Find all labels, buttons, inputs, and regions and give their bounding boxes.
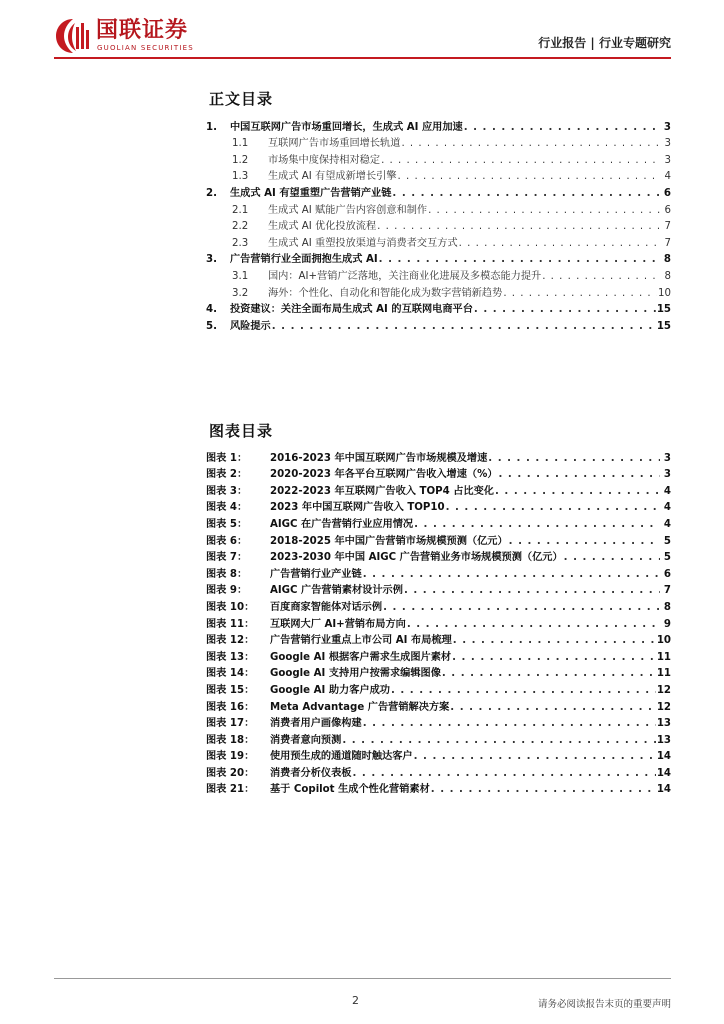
dot-leader (442, 667, 656, 681)
entry-number: 图表 10： (206, 601, 255, 613)
entry-number: 图表 12： (206, 635, 255, 647)
entry-text: AIGC 广告营销素材设计示例 (270, 585, 403, 597)
entry-number: 图表 11： (206, 618, 255, 630)
entry-text: 生成式 AI 赋能广告内容创意和制作 (268, 204, 428, 216)
entry-number: 图表 14： (206, 668, 255, 680)
entry-page: 14 (656, 784, 671, 796)
entry-text: 生成式 AI 优化投放流程 (268, 221, 377, 233)
entry-number: 图表 2： (206, 469, 248, 481)
dot-leader (353, 767, 656, 781)
entry-number: 5. (206, 320, 217, 332)
entry-text: 使用预生成的通道随时触达客户 (270, 751, 413, 763)
entry-page: 3 (664, 138, 671, 150)
entry-page: 12 (656, 684, 671, 696)
toc-entry[interactable] (206, 151, 671, 168)
entry-text: 2016-2023 年中国互联网广告市场规模及增速 (270, 452, 488, 464)
dot-leader (459, 237, 660, 251)
entry-text: 国内：AI+营销广泛落地，关注商业化进展及多模态能力提升 (268, 270, 542, 282)
dot-leader (272, 320, 656, 334)
entry-number: 3. (206, 254, 217, 266)
toc-entry[interactable] (206, 218, 671, 235)
figure-entry[interactable] (206, 549, 671, 566)
entry-text: 广告营销行业产业链 (270, 568, 362, 580)
entry-number: 图表 5： (206, 518, 248, 530)
entry-page: 3 (663, 469, 671, 481)
entry-text: 消费者分析仪表板 (270, 767, 352, 779)
dot-leader (464, 121, 660, 135)
figure-entry[interactable] (206, 565, 671, 582)
logo-text-cn: 国联证券 (96, 18, 189, 43)
entry-text: AIGC 在广告营销行业应用情况 (270, 518, 414, 530)
toc-title: 正文目录 (209, 90, 274, 108)
figure-entry[interactable] (206, 615, 671, 632)
figure-entry[interactable] (206, 781, 671, 798)
toc-entry[interactable] (206, 234, 671, 251)
entry-text: 市场集中度保持相对稳定 (268, 154, 381, 166)
logo-mark-icon (54, 17, 92, 55)
dot-leader (392, 187, 660, 201)
header-divider (54, 57, 671, 59)
toc-entry[interactable] (206, 184, 671, 201)
entry-number: 图表 9： (206, 585, 248, 597)
page-header (0, 0, 724, 60)
entry-number: 图表 16： (206, 701, 255, 713)
entry-number: 图表 1： (206, 452, 248, 464)
figure-entry[interactable] (206, 466, 671, 483)
entry-number: 1.1 (232, 138, 249, 150)
figure-entry[interactable] (206, 449, 671, 466)
entry-text: 百度商家智能体对话示例 (270, 601, 383, 613)
figure-entry[interactable] (206, 648, 671, 665)
dot-leader (452, 651, 656, 665)
dot-leader (450, 701, 656, 715)
entry-page: 3 (663, 121, 671, 133)
entry-number: 2. (206, 187, 217, 199)
entry-page: 6 (663, 568, 671, 580)
entry-text: 生成式 AI 有望成新增长引擎 (268, 171, 397, 183)
entry-page: 3 (664, 154, 671, 166)
entry-number: 图表 21： (206, 784, 255, 796)
entry-text: 2022-2023 年互联网广告收入 TOP4 占比变化 (270, 485, 494, 497)
entry-number: 4. (206, 304, 217, 316)
entry-page: 13 (656, 718, 671, 730)
entry-number: 2.3 (232, 237, 249, 249)
figure-entry[interactable] (206, 532, 671, 549)
dot-leader (499, 468, 660, 482)
entry-page: 8 (663, 601, 671, 613)
entry-number: 图表 13： (206, 651, 255, 663)
dot-leader (474, 303, 656, 317)
entry-text: 生成式 AI 重塑投放渠道与消费者交互方式 (268, 237, 458, 249)
entry-number: 1. (206, 121, 217, 133)
toc-entry[interactable] (206, 201, 671, 218)
entry-text: Google AI 支持用户按需求编辑图像 (270, 668, 441, 680)
entry-text: Meta Advantage 广告营销解决方案 (270, 701, 450, 713)
entry-number: 图表 19： (206, 751, 255, 763)
toc-entry[interactable] (206, 168, 671, 185)
entry-page: 3 (663, 452, 671, 464)
entry-number: 图表 15： (206, 684, 255, 696)
toc-entry[interactable] (206, 135, 671, 152)
dot-leader (446, 501, 660, 515)
toc-entry[interactable] (206, 284, 671, 301)
toc-entry[interactable] (206, 267, 671, 284)
entry-number: 3.1 (232, 270, 249, 282)
entry-page: 14 (656, 767, 671, 779)
toc-entry[interactable] (206, 317, 671, 334)
entry-text: 海外：个性化、自动化和智能化成为数字营销新趋势 (268, 287, 503, 299)
dot-leader (383, 601, 660, 615)
entry-number: 图表 17： (206, 718, 255, 730)
entry-page: 5 (663, 552, 671, 564)
entry-page: 7 (664, 221, 671, 233)
figure-entry[interactable] (206, 764, 671, 781)
dot-leader (391, 684, 656, 698)
entry-number: 图表 20： (206, 767, 255, 779)
entry-text: 基于 Copilot 生成个性化营销素材 (270, 784, 430, 796)
entry-text: 2023-2030 年中国 AIGC 广告营销业务市场规模预测（亿元） (270, 552, 563, 564)
entry-number: 图表 7： (206, 552, 248, 564)
entry-text: 2018-2025 年中国广告营销市场规模预测（亿元） (270, 535, 508, 547)
entry-page: 6 (664, 204, 671, 216)
dot-leader (398, 170, 660, 184)
entry-number: 2.2 (232, 221, 249, 233)
entry-page: 13 (656, 734, 671, 746)
dot-leader (407, 618, 660, 632)
entry-text: 中国互联网广告市场重回增长，生成式 AI 应用加速 (230, 121, 463, 133)
entry-number: 图表 8： (206, 568, 248, 580)
entry-page: 11 (656, 651, 671, 663)
figure-entry[interactable] (206, 515, 671, 532)
dot-leader (542, 270, 660, 284)
company-logo (54, 17, 244, 55)
entry-text: 投资建议：关注全面布局生成式 AI 的互联网电商平台 (230, 304, 473, 316)
dot-leader (488, 452, 660, 466)
dot-leader (363, 717, 656, 731)
figure-entry[interactable] (206, 698, 671, 715)
figures-list (206, 449, 671, 797)
entry-number: 1.3 (232, 171, 249, 183)
toc-entry[interactable] (206, 301, 671, 318)
dot-leader (377, 220, 660, 234)
entry-number: 2.1 (232, 204, 249, 216)
entry-text: 消费者意向预测 (270, 734, 342, 746)
figure-entry[interactable] (206, 665, 671, 682)
toc-list (206, 118, 671, 334)
dot-leader (414, 518, 660, 532)
entry-page: 10 (658, 287, 671, 299)
page-number: 2 (352, 994, 359, 1007)
entry-page: 7 (663, 585, 671, 597)
entry-page: 6 (663, 187, 671, 199)
entry-number: 图表 3： (206, 485, 248, 497)
dot-leader (453, 634, 656, 648)
entry-page: 4 (663, 502, 671, 514)
figure-entry[interactable] (206, 681, 671, 698)
entry-text: Google AI 助力客户成功 (270, 684, 390, 696)
figure-entry[interactable] (206, 715, 671, 732)
footer-divider (54, 978, 671, 979)
entry-page: 7 (664, 237, 671, 249)
entry-page: 14 (656, 751, 671, 763)
entry-number: 3.2 (232, 287, 249, 299)
figure-entry[interactable] (206, 748, 671, 765)
entry-text: 消费者用户画像构建 (270, 718, 362, 730)
entry-page: 4 (664, 171, 671, 183)
entry-text: 广告营销行业重点上市公司 AI 布局梳理 (270, 635, 452, 647)
entry-page: 8 (664, 270, 671, 282)
dot-leader (428, 204, 660, 218)
entry-text: 生成式 AI 有望重塑广告营销产业链 (230, 187, 392, 199)
figure-entry[interactable] (206, 482, 671, 499)
entry-text: 互联网大厂 AI+营销布局方向 (270, 618, 406, 630)
footer-disclaimer: 请务必阅读报告末页的重要声明 (537, 999, 671, 1010)
dot-leader (342, 734, 656, 748)
entry-text: 广告营销行业全面拥抱生成式 AI (230, 254, 378, 266)
entry-text: 2020-2023 年各平台互联网广告收入增速（%） (270, 469, 498, 481)
entry-text: Google AI 根据客户需求生成图片素材 (270, 651, 452, 663)
entry-number: 图表 6： (206, 535, 248, 547)
dot-leader (495, 485, 660, 499)
dot-leader (564, 551, 660, 565)
entry-page: 10 (656, 635, 671, 647)
figure-entry[interactable] (206, 731, 671, 748)
dot-leader (431, 783, 656, 797)
entry-page: 5 (663, 535, 671, 547)
entry-page: 4 (663, 518, 671, 530)
entry-text: 风险提示 (230, 320, 271, 332)
figures-title: 图表目录 (209, 422, 274, 440)
entry-page: 15 (656, 304, 671, 316)
dot-leader (401, 137, 660, 151)
logo-text-en: GUOLIAN SECURITIES (97, 44, 194, 52)
dot-leader (381, 154, 660, 168)
entry-page: 9 (663, 618, 671, 630)
figure-entry[interactable] (206, 598, 671, 615)
dot-leader (503, 287, 657, 301)
entry-text: 2023 年中国互联网广告收入 TOP10 (270, 502, 445, 514)
entry-page: 8 (663, 254, 671, 266)
entry-page: 15 (656, 320, 671, 332)
dot-leader (414, 750, 656, 764)
entry-page: 11 (656, 668, 671, 680)
dot-leader (404, 584, 660, 598)
figure-entry[interactable] (206, 499, 671, 516)
entry-number: 图表 18： (206, 734, 255, 746)
entry-page: 12 (656, 701, 671, 713)
dot-leader (379, 253, 660, 267)
report-type-label: 行业报告 | 行业专题研究 (538, 36, 671, 50)
entry-page: 4 (663, 485, 671, 497)
entry-number: 1.2 (232, 154, 249, 166)
figure-entry[interactable] (206, 582, 671, 599)
dot-leader (509, 535, 660, 549)
toc-entry[interactable] (206, 118, 671, 135)
entry-text: 互联网广告市场重回增长轨道 (268, 138, 401, 150)
entry-number: 图表 4： (206, 502, 248, 514)
dot-leader (363, 568, 660, 582)
toc-entry[interactable] (206, 251, 671, 268)
figure-entry[interactable] (206, 632, 671, 649)
